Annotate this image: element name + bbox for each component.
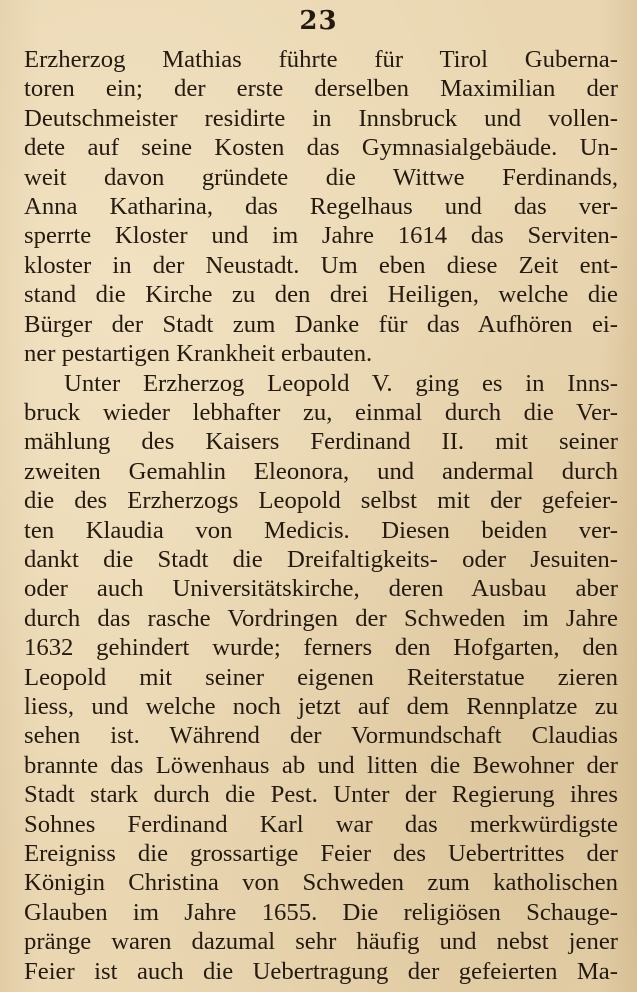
text-line: ten Klaudia von Medicis. Diesen beiden ver-	[24, 516, 618, 544]
text-line: mählung des Kaisers Ferdinand II. mit seiner	[24, 428, 618, 456]
page-number: 23	[299, 6, 338, 36]
text-line: dankt die Stadt die Dreifaltigkeits- oder Jesuiten-	[24, 545, 618, 573]
text-line: Erzherzog Mathias führte für Tirol Guberna-	[24, 46, 618, 73]
text-line: pränge waren dazumal sehr häufig und nebst jener	[24, 928, 618, 956]
text-line: Bürger der Stadt zum Danke für das Aufhören ei-	[24, 310, 618, 338]
text-line: durch das rasche Vordringen der Schweden im Jahre	[24, 604, 618, 632]
text-line: 1632 gehindert wurde; ferners den Hofgarten, den	[24, 634, 618, 662]
text-line: Leopold mit seiner eigenen Reiterstatue zieren	[24, 663, 618, 691]
text-line: brannte das Löwenhaus ab und litten die Bewohner der	[24, 751, 618, 779]
text-line: sehen ist. Während der Vormundschaft Claudias	[24, 722, 618, 750]
text-line: liess, und welche noch jetzt auf dem Rennplatze zu	[24, 692, 618, 720]
text-line: Ereigniss die grossartige Feier des Uebertrittes der	[24, 840, 618, 867]
text-line: Deutschmeister residirte in Innsbruck und vollen-	[24, 104, 618, 132]
text-line: Feier ist auch die Uebertragung der gefeierten Ma-	[24, 957, 618, 985]
text-line: weit davon gründete die Wittwe Ferdinands,	[24, 163, 618, 191]
text-line: dete auf seine Kosten das Gymnasialgebäude. Un-	[24, 134, 618, 162]
text-line: Unter Erzherzog Leopold V. ging es in Inns-	[64, 369, 618, 397]
text-line: Königin Christina von Schweden zum katholischen	[24, 869, 618, 897]
text-line: Sohnes Ferdinand Karl war das merkwürdigste	[24, 810, 618, 838]
text-line: sperrte Kloster und im Jahre 1614 das Serviten-	[24, 222, 618, 250]
text-line: zweiten Gemahlin Eleonora, und andermal durch	[24, 457, 618, 485]
text-line: ner pestartigen Krankheit erbauten.	[24, 340, 373, 368]
text-line: oder auch Universitätskirche, deren Ausbau aber	[24, 575, 618, 603]
text-line: stand die Kirche zu den drei Heiligen, welche die	[24, 281, 618, 309]
text-line: Stadt stark durch die Pest. Unter der Regierung ihres	[24, 781, 618, 809]
text-line: Anna Katharina, das Regelhaus und das ver-	[24, 193, 618, 220]
text-line: bruck wieder lebhafter zu, einmal durch die Ver-	[24, 398, 618, 426]
text-line: die des Erzherzogs Leopold selbst mit der gefeier-	[24, 487, 618, 515]
text-line: Glauben im Jahre 1655. Die religiösen Schauge-	[24, 898, 618, 926]
text-line: toren ein; der erste derselben Maximilian der	[24, 75, 618, 103]
text-line: kloster in der Neustadt. Um eben diese Zeit ent-	[24, 251, 618, 279]
